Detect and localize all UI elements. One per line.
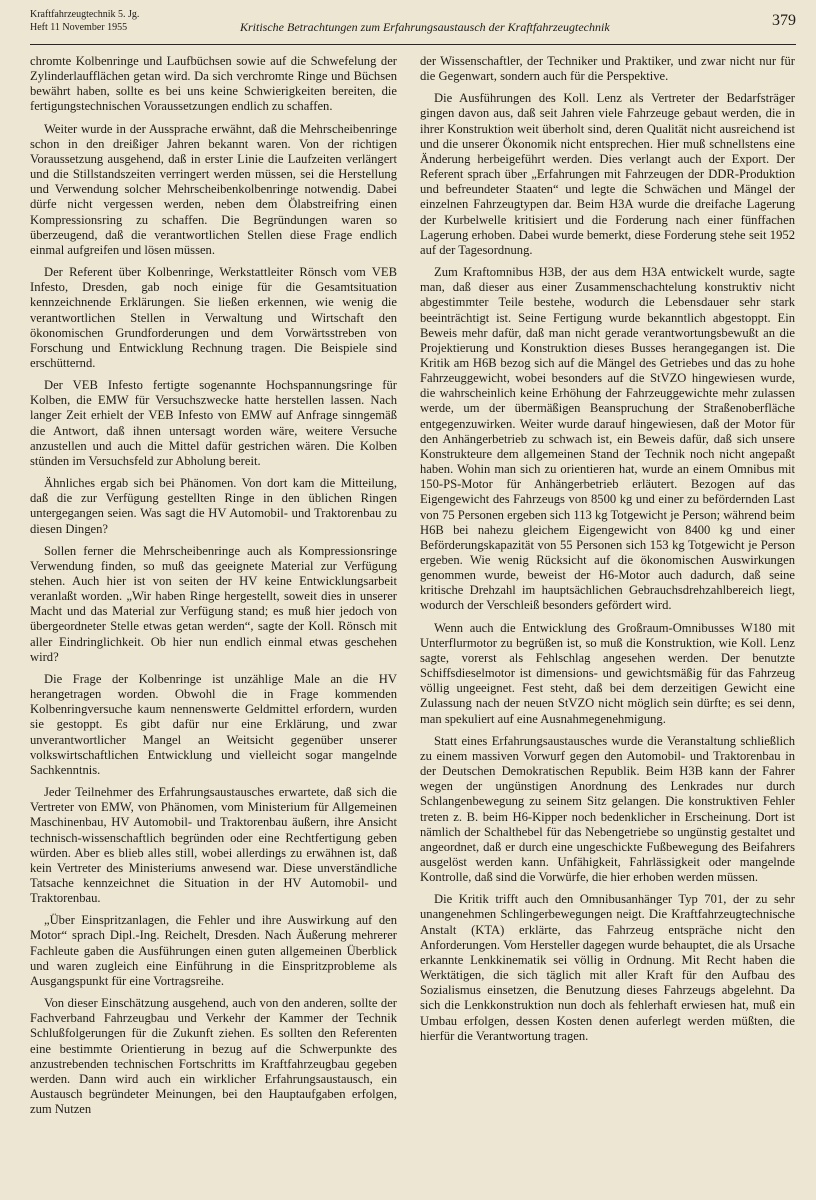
paragraph: Statt eines Erfahrungsaustausches wurde die Veranstaltung schließlich zu einem massiven Vorwurf gegen den Automobil- und Traktorenbau in der Deutschen Demokratischen Republik. Beim H3B kann der Fahrer wegen der ungünstigen Anordnung des Lenkrades nur durch Schlangenbewegung zu seinem Sitz gelangen. Die konstruktiven Fehler treten z. B. beim H6-Kipper noch bedenklicher in Erscheinung. Dort ist nämlich der Schalthebel für das Nebengetriebe so ungünstig gestaltet und angeordnet, daß er durch eine ungeschickte Fußbewegung des Beifahrers ausgelöst werden kann. Unfähigkeit, Fahrlässigkeit oder mangelnde Kontrolle, daß sind die Vorwürfe, die hier erhoben werden müssen.: [420, 733, 795, 885]
paragraph: Der Referent über Kolbenringe, Werkstattleiter Rönsch vom VEB Infesto, Dresden, gab noch einige für die Gesamtsituation kennzeichnende Erklärungen. Sie ließen erkennen, wie wenig die verantwortlichen Stellen in Verwaltung und Wirtschaft den ökonomischen Grundforderungen und dem Vorwärtsstreben von Forschung und Entwicklung Rechnung tragen. Die Beispiele sind erschütternd.: [30, 265, 397, 370]
paragraph: „Über Einspritzanlagen, die Fehler und ihre Auswirkung auf den Motor“ sprach Dipl.-Ing. Reichelt, Dresden. Nach Äußerung mehrerer Fachleute gaben die Ausführungen einen guten allgemeinen Überblick und waren zugleich eine Einführung in die Einspritzprobleme als Ausgangspunkt für eine Vortragsreihe.: [30, 913, 397, 988]
paragraph: Die Kritik trifft auch den Omnibusanhänger Typ 701, der zu sehr unangenehmen Schlingerbewegungen neigt. Die Kraftfahrzeugtechnische Anstalt (KTA) erklärte, das Fahrzeug entspräche nicht den Anforderungen. Vom Hersteller dagegen wurde behauptet, die als Ursache erkannte Lenkkinematik sei völlig in Ordnung. Mit Recht haben die Werktätigen, die sich täglich mit aller Kraft für den Aufbau des Sozialismus einsetzen, die Benutzung dieses Fahrzeugs abgelehnt. Da sich die Lenkkonstruktion nun doch als fehlerhaft erwiesen hat, muß ein Umbau erfolgen, dessen Kosten denen auferlegt werden müßten, die hierfür die Verantwortung tragen.: [420, 892, 795, 1043]
paragraph: Die Ausführungen des Koll. Lenz als Vertreter der Bedarfsträger gingen davon aus, daß seit Jahren viele Fahrzeuge gebaut werden, die in ihrer Konstruktion weit überholt sind, deren Qualität nicht ausreichend ist und die unserer Ökonomik nicht entsprechen. Hier muß schnellstens eine Änderung herbeigeführt werden. Dies verlangt auch der Export. Der Referent sprach über „Erfahrungen mit Fahrzeugen der DDR-Produktion und befreundeter Staaten“ und legte die Schwächen und Mängel der einzelnen Fahrzeugtypen dar. Beim H3A wurde die dreifache Lagerung der Kurbelwelle kritisiert und die Forderung nach einer fünffachen Lagerung erhoben. Dabei wurde bemerkt, diese Forderung stehe seit 1952 auf der Tagesordnung.: [420, 91, 795, 257]
page-number: 379: [772, 12, 796, 29]
left-column: [30, 54, 397, 1124]
paragraph: Zum Kraftomnibus H3B, der aus dem H3A entwickelt wurde, sagte man, daß dieser aus einer Zusammenschachtelung konstruktiv nicht abgestimmter Teile bestehe, wodurch die Lebensdauer sehr stark beeinträchtigt ist. Seine Fertigung wurde bekanntlich abgestoppt. Ein Beweis mehr dafür, daß man nicht gerade verantwortungsbewußt an die Projektierung und Konstruktion dieses Busses herangegangen ist. Die Kritik am H6B bezog sich auf die Mängel des Getriebes und das zu hohe Fahrzeuggewicht, wobei besonders auf die StVZO hingewiesen wurde, die wahrscheinlich keine Erhöhung der Fahrzeuggewichte mehr zulassen werde, um der übermäßigen Beanspruchung der Straßenoberfläche entgegenzuwirken. Weiter wurde darauf hingewiesen, daß der Motor für den Anhängerbetrieb zu schwach ist, ein Beweis dafür, daß sich unsere Konstrukteure dem allgemeinen Stand der Technik noch nicht angepaßt haben. Wohin man sich zu orientieren hat, wurde an einem Omnibus mit 150-PS-Motor für Anhängerbetrieb erläutert. Bezogen auf das Eigengewicht des Fahrzeugs von 8500 kg und einer zu befördernden Last von 75 Personen ergeben sich 113 kg Totgewicht je Person; während beim H6B bei nahezu gleichem Eigengewicht von 8400 kg und einer Beförderungskapazität von 55 Personen sich 153 kg Totgewicht je Person ergeben. Wie wenig Rücksicht auf die ökonomischen Auswirkungen genommen wurde, beweist der H6-Motor auch dadurch, daß seine kritische Drehzahl im hauptsächlichen Gebrauchsdrehzahlbereich liegt, wodurch der Verschleiß besonders gefördert wird.: [420, 265, 795, 613]
right-column: [420, 54, 795, 1051]
article-title: Kritische Betrachtungen zum Erfahrungsaustausch der Kraftfahrzeugtechnik: [240, 20, 610, 34]
paragraph: Der VEB Infesto fertigte sogenannte Hochspannungsringe für Kolben, die EMW für Versuchszwecke hatte herstellen lassen. Nach langer Zeit erhielt der VEB Infesto von EMW auf Anfrage sinngemäß die Antwort, daß ihnen untersagt worden wäre, weitere Versuche anzustellen und auch die Mittel dafür gestrichen wären. Die Kolben stünden im Versuchsfeld zur Abholung bereit.: [30, 378, 397, 468]
paragraph: chromte Kolbenringe und Laufbüchsen sowie auf die Schwefelung der Zylinderlaufflächen getan wird. Da sich verchromte Ringe und Büchsen bewährt haben, sollte es bei uns keine Schwierigkeiten bereiten, die fertigungstechnischen Voraussetzungen endlich zu schaffen.: [30, 54, 397, 114]
journal-name: Kraftfahrzeugtechnik 5. Jg.: [30, 9, 140, 20]
paragraph: der Wissenschaftler, der Techniker und Praktiker, und zwar nicht nur für die Gegenwart, sondern auch für die Perspektive.: [420, 54, 795, 84]
running-header: [30, 8, 796, 45]
journal-info: [30, 8, 139, 34]
issue-info: Heft 11 November 1955: [30, 22, 128, 33]
paragraph: Sollen ferner die Mehrscheibenringe auch als Kompressionsringe Verwendung finden, so muß das geeignete Material zur Verfügung stehen. Auch hier ist von seiten der HV keine Entwicklungsarbeit veranlaßt worden. „Wir haben Ringe hergestellt, soweit dies in unserer Macht und das Material zur Verfügung stand; es muß hier jedoch von übergeordneter Stelle etwas getan werden“, sagte der Koll. Rönsch mit aller Eindringlichkeit. Ob hier nun endlich einmal etwas geschehen wird?: [30, 543, 397, 664]
paragraph: Weiter wurde in der Aussprache erwähnt, daß die Mehrscheibenringe schon in den dreißiger Jahren bekannt waren. Von der richtigen Voraussetzung ausgehend, daß in erster Linie die Laufzeiten verlängert und die Stillstandszeiten verringert werden müssen, sei die Herstellung und Verwendung solcher Mehrscheibenkolbenringe notwendig. Dabei dürfe nicht vergessen werden, neben dem Ölabstreifring einen Kompressionsring zu schaffen. Die Begründungen waren so überzeugend, daß die verantwortlichen Stellen diese Frage endlich einmal aufgreifen und lösen müssen.: [30, 121, 397, 257]
paragraph: Jeder Teilnehmer des Erfahrungsaustausches erwartete, daß sich die Vertreter von EMW, von Phänomen, vom Ministerium für Allgemeinen Maschinenbau, HV Automobil- und Traktorenbau äußern, ihre Ansicht technisch-wissenschaftlich begründen oder eine Rechtfertigung geben würden. Aber es blieb alles still, wobei allerdings zu erwähnen ist, daß kein Vertreter des Ministeriums anwesend war. Diese unverständliche Tatsache kennzeichnet die Situation in der HV Automobil- und Traktorenbau.: [30, 785, 397, 906]
paragraph: Ähnliches ergab sich bei Phänomen. Von dort kam die Mitteilung, daß die zur Verfügung gestellten Ringe in den üblichen Ringen untergegangen seien. Was sagt die HV Automobil- und Traktorenbau zu diesen Dingen?: [30, 476, 397, 536]
paragraph: Wenn auch die Entwicklung des Großraum-Omnibusses W180 mit Unterflurmotor zu begrüßen ist, so muß die Konstruktion, wie Koll. Lenz sagte, vorerst als Fehlschlag angesehen werden. Der benutzte Schiffsdieselmotor ist dimensions- und gewichtsmäßig für das Fahrzeug völlig ungeeignet. Fest steht, daß bei dem derzeitigen Gewicht eine Zulassung nach der neuen StVZO nicht möglich sein dürfte; es sei denn, man spekuliert auf eine Ausnahmegenehmigung.: [420, 620, 795, 726]
paragraph: Von dieser Einschätzung ausgehend, auch von den anderen, sollte der Fachverband Fahrzeugbau und Verkehr der Kammer der Technik Schlußfolgerungen für die Zukunft ziehen. Es sollten den Referenten eine bestimmte Orientierung in bezug auf die Schwerpunkte des anzustrebenden technischen Fortschritts im Kraftfahrzeugbau gegeben werden. Dann wird auch ein wirklicher Erfahrungsaustausch, ein Austausch begründeter Meinungen, bei den Hauptaufgaben erfolgen, zum Nutzen: [30, 996, 397, 1117]
paragraph: Die Frage der Kolbenringe ist unzählige Male an die HV herangetragen worden. Obwohl die in Frage kommenden Kolbenringversuche kaum nennenswerte Geldmittel erfordern, wurden sie gestoppt. Es gibt dafür nur eine Erklärung, und zwar unverantwortlicher Mangel an Weitsicht gegenüber unserer volkswirtschaftlichen Entwicklung und vielleicht sogar mangelnde Sachkenntnis.: [30, 671, 397, 777]
